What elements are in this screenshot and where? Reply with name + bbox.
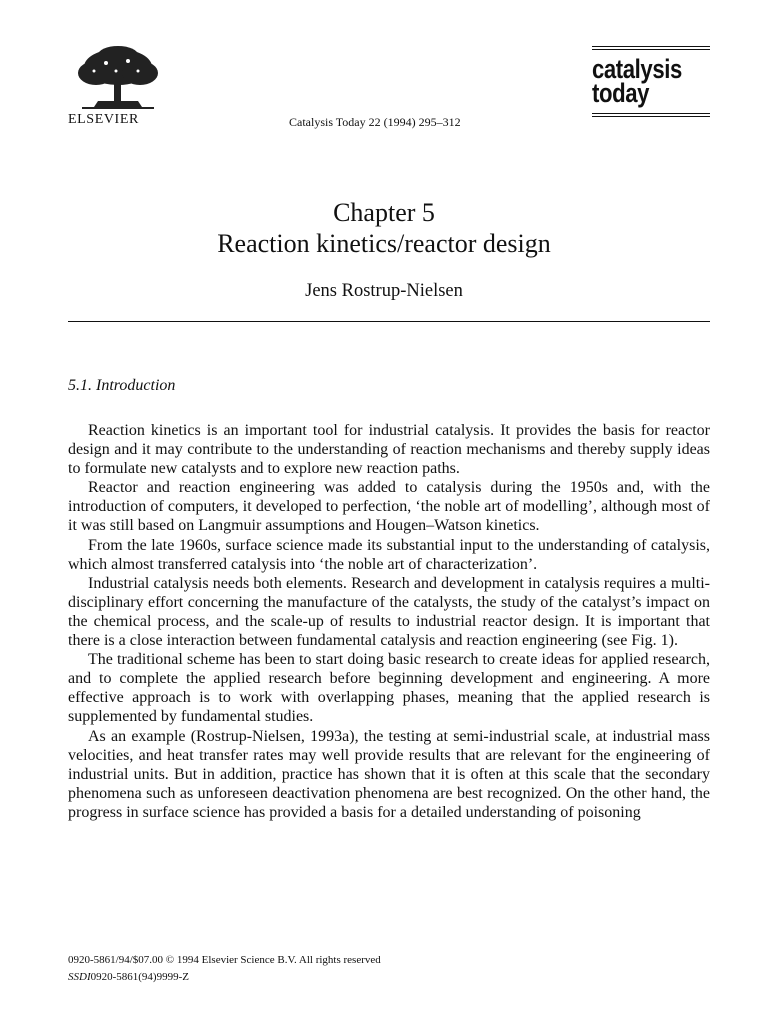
- logo-rule-top: [592, 46, 710, 47]
- elsevier-tree-icon-graphic: [68, 45, 168, 111]
- paragraph-3: From the late 1960s, surface science made its substantial input to the understanding of catalysis, which almost transferred catalysis into ‘the noble art of characterization’.: [68, 536, 710, 573]
- copyright-line: 0920-5861/94/$07.00 © 1994 Elsevier Science B.V. All rights reserved: [68, 954, 381, 966]
- paragraph-1: Reaction kinetics is an important tool for industrial catalysis. It provides the basis for reactor design and it may contribute to the understanding of reaction mechanisms and thereby supply ideas to formulate new catalysts and to explore new reaction paths.: [68, 422, 710, 478]
- article-title: Reaction kinetics/reactor design: [217, 229, 551, 258]
- author-name: Jens Rostrup-Nielsen: [305, 281, 463, 301]
- section-heading: 5.1. Introduction: [68, 377, 176, 394]
- paragraph-6: As an example (Rostrup-Nielsen, 1993a), the testing at semi-industrial scale, at industrial mass velocities, and heat transfer rates may well provide results that are relevant for the engineering of industrial units. But in addition, practice has shown that it is often at this scale that the secondary phenomena such as unforeseen deactivation phenomena are best recognized. On the other hand, the progress in surface science has provided a basis for a detailed understanding of poisoning: [68, 727, 710, 821]
- logo-rule-bottom: [592, 116, 710, 117]
- logo-rule-bottom-thin: [592, 113, 710, 114]
- chapter-number: Chapter 5: [333, 198, 435, 227]
- ssdi-label: SSDI: [68, 971, 91, 983]
- body-text: [68, 421, 710, 822]
- paragraph-4: Industrial catalysis needs both elements. Research and development in catalysis requires a multi-disciplinary effort concerning the manufacture of the catalysts, the study of the catalyst’s impact on the chemical process, and the scale-up of results to industrial reactor design. It is important that there is a close interaction between fundamental catalysis and reaction engineering (see Fig. 1).: [68, 574, 710, 650]
- ssdi-line: [68, 969, 381, 986]
- page-header: [0, 0, 768, 150]
- journal-logo: [592, 46, 710, 119]
- elsevier-tree-icon: [68, 45, 168, 111]
- publisher-name: ELSEVIER: [68, 112, 139, 127]
- page-footer: [68, 952, 381, 986]
- ssdi-value: 0920-5861(94)9999-Z: [90, 971, 189, 983]
- journal-citation: Catalysis Today 22 (1994) 295–312: [289, 115, 461, 129]
- journal-logo-line2: today: [592, 78, 650, 108]
- paragraph-2: Reactor and reaction engineering was added to catalysis during the 1950s and, with the introduction of computers, it developed to perfection, ‘the noble art of modelling’, although most of it was still based on Langmuir assumptions and Hougen–Watson kinetics.: [68, 479, 710, 535]
- paragraph-5: The traditional scheme has been to start doing basic research to create ideas for applied research, and to complete the applied research before beginning development and engineering. A more effective approach is to work with overlapping phases, meaning that the applied research is supplemented by fundamental studies.: [68, 651, 710, 726]
- journal-logo-line1: catalysis: [592, 54, 682, 84]
- logo-rule-top-thin: [592, 49, 710, 50]
- title-divider: [68, 321, 710, 322]
